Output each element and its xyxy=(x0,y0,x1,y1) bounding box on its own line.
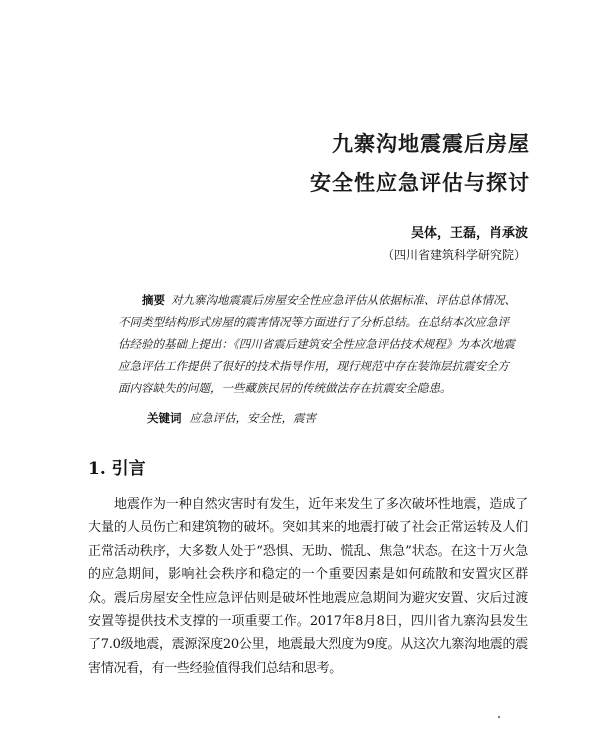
paper-title-line-1: 九寨沟地震震后房屋 xyxy=(332,131,530,156)
paper-title-line-2: 安全性应急评估与探讨 xyxy=(310,170,530,195)
abstract xyxy=(118,289,518,399)
author-affiliation: （四川省建筑科学研究院） xyxy=(381,248,526,262)
section-heading-introduction: 1. 引言 xyxy=(88,459,146,479)
intro-paragraph: 地震作为一种自然灾害时有发生，近年来发生了多次破坏性地震，造成了大量的人员伤亡和建筑物的破坏。突如其来的地震打破了社会正常运转及人们正常活动秩序，大多数人处于“恐惧、无助、慌乱、焦急”状态。在这十万火急的应急期间，影响社会秩序和稳定的一个重要因素是如何疏散和安置灾区群众。震后房屋安全性应急评估则是破坏性地震应急期间为避灾安置、灾后过渡安置等提供技术支撑的一项重要工作。2017年8月8日，四川省九寨沟县发生了7.0级地震，震源深度20公里，地震最大烈度为9度。从这次九寨沟地震的震害情况看，有一些经验值得我们总结和思考。 xyxy=(88,497,528,676)
keywords xyxy=(147,410,316,426)
abstract-label: 摘要 xyxy=(142,293,165,307)
keywords-label: 关键词 xyxy=(147,411,182,425)
abstract-text: 对九寨沟地震震后房屋安全性应急评估从依据标准、评估总体情况、不同类型结构形式房屋的震害情况等方面进行了分析总结。在总结本次应急评估经验的基础上提出：《四川省震后建筑安全性应急评估技术规程》为本次地震应急评估工作提供了很好的技术指导作用，现行规范中存在装饰层抗震安全方面内容缺失的问题，一些藏族民居的传统做法存在抗震安全隐患。 xyxy=(118,293,516,395)
scan-speck xyxy=(498,716,500,718)
author-list: 吴体，王磊，肖承波 xyxy=(410,226,528,241)
keywords-text: 应急评估，安全性，震害 xyxy=(189,411,316,425)
